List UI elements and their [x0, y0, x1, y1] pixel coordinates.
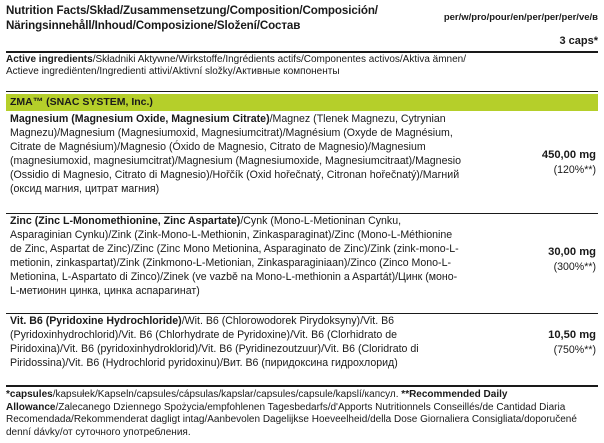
ingredient-amount: 10,50 mg — [548, 329, 596, 341]
ingredient-row-magnesium — [6, 113, 598, 211]
row-divider — [6, 213, 598, 214]
ingredient-name: Zinc (Zinc L-Monomethionine, Zinc Aspartate) — [10, 215, 241, 227]
ingredient-amount: 30,00 mg — [548, 246, 596, 258]
ingredient-values — [476, 328, 596, 358]
ingredient-percent: (120%**) — [553, 164, 596, 176]
serving-per-label: per/w/pro/pour/en/per/per/per/ve/в — [443, 12, 598, 23]
ingredient-description — [10, 113, 465, 196]
ingredient-translations: /Magnez (Tlenek Magnezu, Cytrynian Magnezu)/Magnesium (Magnesiumoxid, Magnesiumcitrat)/Magnésium (Oxyde de Magnésium, Citrate de Magnésium)/Magnesio (Óxido de Magnesio, Citrato de Magnesio)/Magnesium (magnesiumoxid, magnesiumcitrat)/Magnesium (Magnesiumoxide, Magnesiumcitraat)/Magnesio (Ossidio di Magnesio, Citrato di Magnesio)/Hořčík (Oxid hořečnatý, Citronan hořečnatý)/Магний (оксид магния, цитрат магния) — [10, 113, 462, 195]
row-divider — [6, 313, 598, 314]
ingredient-row-zinc — [6, 215, 598, 313]
footnote — [6, 389, 598, 439]
nutrition-facts-title-line2: Näringsinnehåll/Inhoud/Composizione/Složení/Состав — [6, 19, 301, 32]
capsules-translations: /kapsułek/Kapseln/capsules/cápsulas/kapslar/capsules/capsule/kapslí/капсул. — [52, 389, 402, 400]
ingredient-description — [10, 315, 465, 371]
ingredient-values — [476, 245, 596, 275]
capsules-label: *capsules — [6, 389, 53, 400]
serving-size: 3 caps* — [559, 35, 598, 47]
ingredient-values — [476, 148, 596, 178]
header-divider — [6, 51, 598, 53]
ingredient-description — [10, 215, 465, 298]
ingredient-translations: /Wit. B6 (Chlorowodorek Pirydoksyny)/Vit. B6 (Pyridoxinhydrochlorid)/Vit. B6 (Chlorhydrate de Pyridoxine)/Vit. B6 (Clorhidrato de Piridoxina)/Vit. B6 (pyridoxinhydroklorid)/Vit. B6 (Pyridinezoutzuur)/Vit. B6 (Cloridrato di Piridossina)/Vit. B6 (Hydrochlorid pyridoxinu)/Вит. B6 (пиридоксина гидрохлорид) — [10, 315, 419, 369]
ingredient-percent: (300%**) — [553, 261, 596, 273]
active-ingredients-translations-line2: Actieve ingrediënten/Ingredienti attivi/Aktivní složky/Активные компоненты — [6, 66, 340, 78]
ingredient-name: Magnesium (Magnesium Oxide, Magnesium Citrate) — [10, 113, 270, 125]
ingredient-row-vitamin-b6 — [6, 315, 598, 385]
footer-divider — [6, 385, 598, 387]
nutrition-facts-title-line1: Nutrition Facts/Skład/Zusammensetzung/Composition/Composición/ — [6, 4, 378, 17]
section-title-zma: ZMA™ (SNAC SYSTEM, Inc.) — [6, 94, 598, 111]
rda-translations: /Zalecanego Dziennego Spożycia/empfohlenen Tagesbedarfs/d'Apports Nutritionnels Conseillés/de Cantidad Diaria Recomendada/Rekommenderat dagligt intag/Aanbevolen Dagelijkse Hoeveelheid/della Dose Giornaliera Consigliata/doporučené denní dávky/от суточного употребления. — [6, 401, 577, 438]
active-ingredients-label: Active ingredients — [6, 54, 93, 65]
rda-label: **Recommended Daily Allowance — [6, 389, 508, 413]
active-ingredients-translations: /Składniki Aktywne/Wirkstoffe/Ingrédients actifs/Componentes activos/Aktiva ämnen/ — [92, 54, 467, 65]
active-divider — [6, 91, 598, 92]
ingredient-translations: /Cynk (Mono-L-Metioninan Cynku, Asparaginian Cynku)/Zink (Zink-Mono-L-Methionin, Zinkasparaginat)/Zinc (Mono-L-Méthionine de Zinc, Aspartat de Zinc)/Zinc (Zinc Mono Metionina, Asparaginato de Zinc)/Zink (zink-mono-L-metionin, zinkaspartat)/Zink (Zinkmono-L-Metionian, Zinkasparaginiaan)/Zinco (Zinco Mono-L-Metionina, L-Aspartato di Zinco)/Zinek (ve vazbě na Mono-L-methionin a Aspartát)/Цинк (моно-L-метионин цинка, цинка аспарагинат) — [10, 215, 459, 297]
ingredient-percent: (750%**) — [553, 344, 596, 356]
active-ingredients-heading — [6, 54, 598, 79]
ingredient-amount: 450,00 mg — [541, 149, 596, 161]
label-header — [6, 3, 598, 47]
ingredient-name: Vit. B6 (Pyridoxine Hydrochloride) — [10, 315, 182, 327]
